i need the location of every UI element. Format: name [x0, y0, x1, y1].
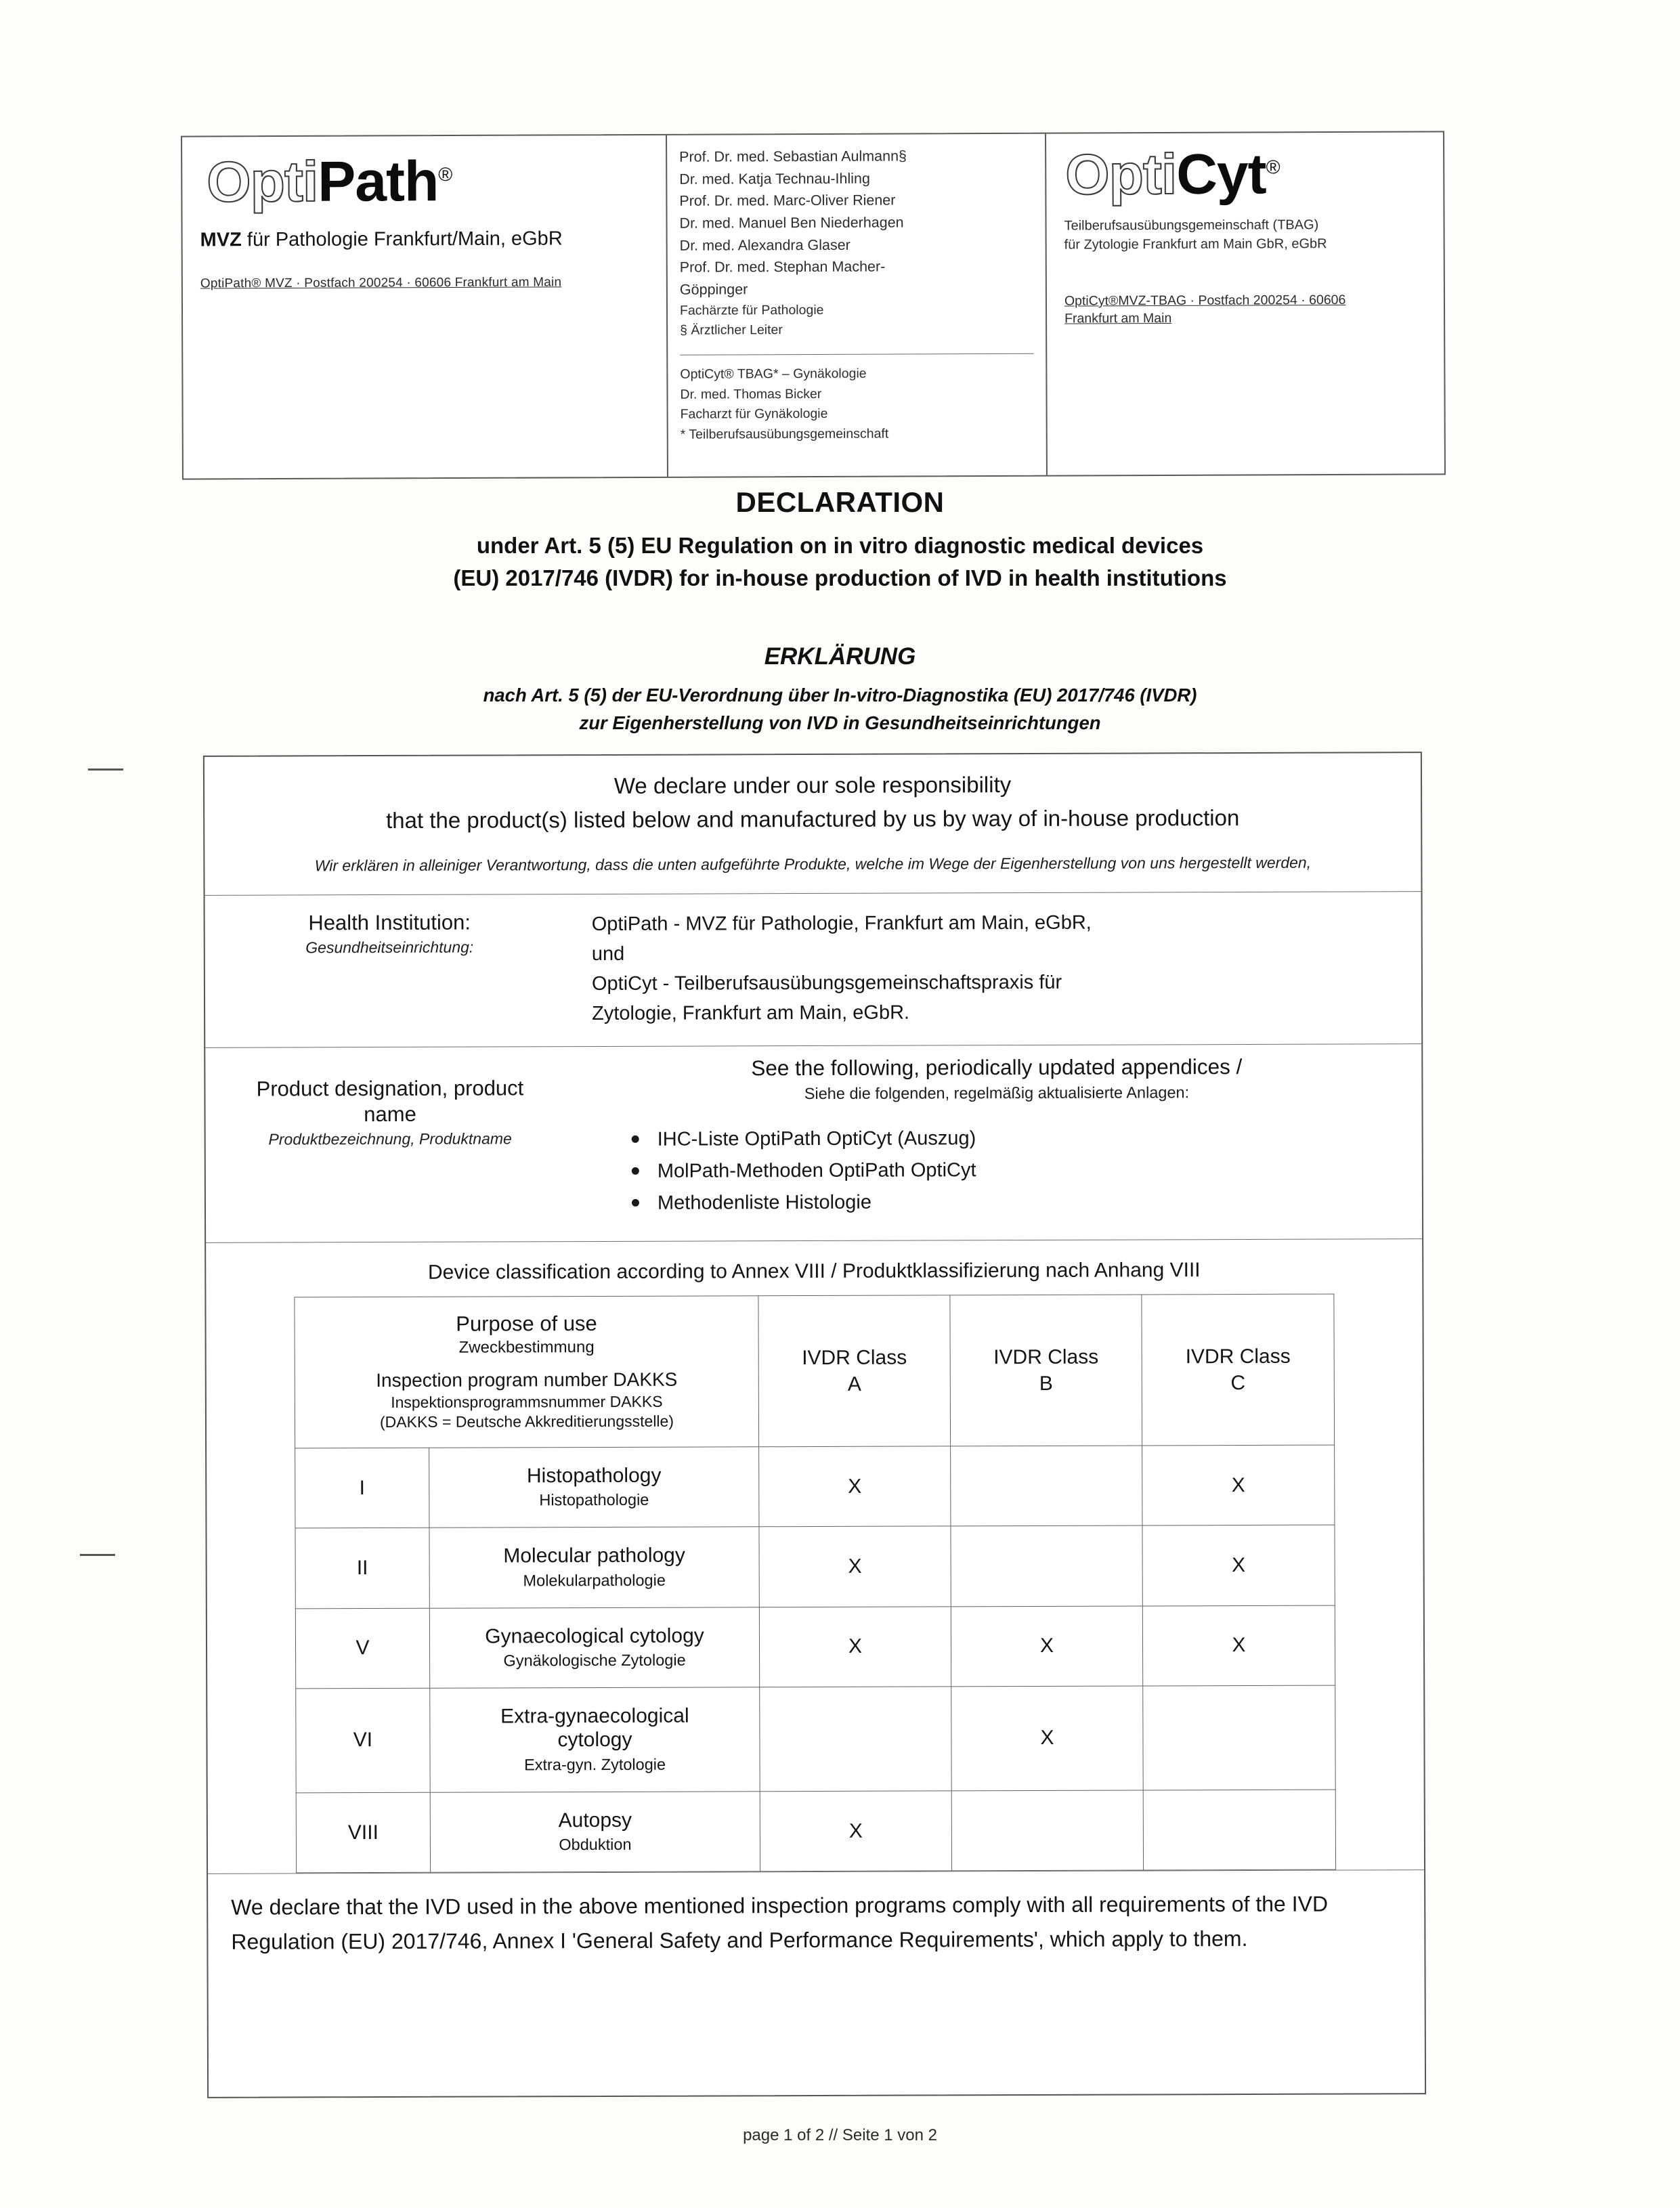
- classification-title: Device classification according to Annex VIII / Produktklassifizierung nach Anhang VIII: [427, 1259, 1201, 1284]
- row-class-c: [1143, 1685, 1335, 1790]
- row-purpose-de: Molekularpathologie: [523, 1571, 666, 1590]
- product-label-de: Produktbezeichnung, Produktname: [268, 1129, 512, 1148]
- table-row: [296, 1685, 1335, 1793]
- column-header-class-a: [758, 1295, 951, 1447]
- title-subtitle-de-line2: zur Eigenherstellung von IVD in Gesundheitseinrichtungen: [579, 712, 1101, 733]
- page-footer: page 1 of 2 // Seite 1 von 2: [743, 2126, 937, 2144]
- row-class-b: [951, 1446, 1142, 1526]
- doctor-name: Prof. Dr. med. Marc-Oliver Riener: [679, 192, 896, 210]
- title-subtitle-en: [0, 529, 1680, 594]
- list-item: IHC-Liste OptiPath OptiCyt (Auszug): [593, 1121, 1402, 1156]
- opticyt-logo-cyt: Cyt: [1176, 142, 1266, 206]
- row-purpose-de: Obduktion: [559, 1836, 632, 1854]
- page-title-german: ERKLÄRUNG: [764, 643, 916, 670]
- tbag-specialty: Facharzt für Gynäkologie: [680, 406, 828, 422]
- medical-director-note: § Ärztlicher Leiter: [680, 322, 783, 339]
- optipath-logo: [207, 149, 651, 214]
- declare-line-2: that the product(s) listed below and manufactured by us by way of in-house production: [386, 805, 1240, 833]
- table-body: [295, 1445, 1336, 1873]
- doctor-name: Dr. med. Katja Technau-Ihling: [679, 170, 870, 188]
- row-number: II: [295, 1528, 429, 1609]
- declare-german: Wir erklären in alleiniger Verantwortung, dass die unten aufgeführte Produkte, welche im Wege der Eigenherstellung von uns hergestellt werden,: [314, 853, 1312, 875]
- opticyt-address-line2: Frankfurt am Main: [1064, 311, 1172, 326]
- opticyt-address-line1: OptiCyt®MVZ-TBAG · Postfach 200254 · 60606: [1064, 292, 1346, 309]
- opticyt-subtitle-line2: für Zytologie Frankfurt am Main GbR, eGbR: [1064, 236, 1327, 253]
- doctor-name: Göppinger: [679, 281, 748, 298]
- letterhead-optipath-column: [182, 135, 668, 479]
- row-class-a: X: [760, 1791, 951, 1871]
- class-a-label: IVDR Class: [802, 1346, 907, 1370]
- class-b-letter: B: [1039, 1372, 1053, 1395]
- letterhead-doctors-column: [667, 134, 1048, 477]
- optipath-subtitle-bold: MVZ: [200, 229, 242, 251]
- row-purpose: [429, 1607, 759, 1688]
- inspection-program-de: Inspektionsprogrammsnummer DAKKS: [391, 1392, 663, 1411]
- declare-line-1: We declare under our sole responsibility: [613, 772, 1012, 798]
- class-c-label: IVDR Class: [1185, 1345, 1291, 1368]
- title-subtitle-de-line1: nach Art. 5 (5) der EU-Verordnung über In-vitro-Diagnostika (EU) 2017/746 (IVDR): [483, 684, 1197, 706]
- row-class-c: X: [1142, 1525, 1335, 1605]
- title-subtitle-de: [0, 681, 1680, 737]
- opticyt-subtitle-line1: Teilberufsausübungsgemeinschaft (TBAG): [1064, 217, 1319, 234]
- row-purpose: [430, 1687, 760, 1792]
- closing-statement: We declare that the IVD used in the above mentioned inspection programs comply with all requirements of the IVD Regulation (EU) 2017/746, Annex I 'General Safety and Performance Requirements', which apply to them.: [231, 1891, 1329, 1954]
- letterhead-opticyt-column: [1046, 132, 1444, 475]
- row-class-a: [760, 1687, 951, 1792]
- optipath-subtitle: [200, 226, 651, 253]
- column-header-class-c: [1142, 1294, 1335, 1446]
- page-title: DECLARATION: [735, 486, 945, 518]
- list-item: Methodenliste Histologie: [593, 1185, 1402, 1219]
- row-class-a: X: [759, 1446, 951, 1527]
- product-label-en-line1: Product designation, product: [256, 1076, 524, 1101]
- row-purpose-en: Gynaecological cytology: [485, 1624, 704, 1648]
- row-number: V: [295, 1608, 429, 1689]
- health-institution-label: [205, 894, 574, 975]
- registered-trademark-icon: ®: [438, 164, 452, 186]
- optipath-address: OptiPath® MVZ · Postfach 200254 · 60606 Frankfurt am Main: [200, 275, 562, 291]
- row-class-b: [951, 1525, 1142, 1606]
- row-number: VI: [296, 1688, 430, 1792]
- declaration-body: [203, 752, 1426, 2098]
- row-purpose-de: Histopathologie: [539, 1491, 649, 1509]
- doctor-list: [679, 145, 1036, 341]
- row-purpose-en: Histopathology: [526, 1464, 662, 1488]
- health-institution-value: [574, 892, 1422, 1046]
- row-purpose-en: Molecular pathology: [503, 1544, 685, 1567]
- tbag-heading: OptiCyt® TBAG* – Gynäkologie: [680, 366, 867, 382]
- row-purpose-en: Extra-gynaecological: [500, 1704, 689, 1728]
- doctor-name: Prof. Dr. med. Stephan Macher-: [679, 258, 886, 276]
- class-c-letter: C: [1230, 1371, 1246, 1395]
- row-class-a: X: [759, 1607, 951, 1687]
- table-header: [295, 1294, 1335, 1448]
- optipath-logo-opti: Opti: [207, 149, 318, 214]
- row-number: VIII: [296, 1792, 430, 1873]
- row-class-b: [951, 1790, 1143, 1871]
- doctor-name: Dr. med. Alexandra Glaser: [679, 236, 850, 254]
- row-class-c: [1143, 1790, 1335, 1870]
- opticyt-address: [1064, 290, 1431, 328]
- title-subtitle-en-line2: (EU) 2017/746 (IVDR) for in-house production of IVD in health institutions: [453, 565, 1227, 590]
- table-row: [295, 1525, 1335, 1608]
- row-purpose-de: Extra-gyn. Zytologie: [524, 1755, 666, 1774]
- inspection-program-en: Inspection program number DAKKS: [376, 1368, 678, 1391]
- sole-responsibility-section: [204, 753, 1421, 895]
- row-number: I: [295, 1448, 429, 1528]
- product-designation-value: [574, 1045, 1422, 1242]
- letterhead-divider: [680, 353, 1033, 355]
- purpose-of-use-en: Purpose of use: [456, 1312, 597, 1336]
- dakks-note: (DAKKS = Deutsche Akkreditierungsstelle): [379, 1412, 674, 1431]
- classification-section: [206, 1238, 1424, 1874]
- title-subtitle-en-line1: under Art. 5 (5) EU Regulation on in vitro diagnostic medical devices: [476, 533, 1204, 558]
- table-row: [295, 1605, 1335, 1689]
- product-designation-label: [205, 1047, 575, 1166]
- row-purpose: [429, 1447, 759, 1528]
- health-institution-label-de: Gesundheitseinrichtung:: [305, 938, 474, 957]
- margin-tick-upper: [88, 769, 123, 771]
- health-institution-section: [205, 891, 1422, 1047]
- row-class-c: X: [1142, 1605, 1335, 1686]
- table-header-row: [295, 1294, 1335, 1448]
- row-class-c: X: [1142, 1445, 1335, 1525]
- doctor-name: Dr. med. Manuel Ben Niederhagen: [679, 214, 904, 232]
- row-purpose-en2: cytology: [557, 1729, 632, 1752]
- appendices-heading-en: See the following, periodically updated appendices /: [751, 1054, 1243, 1081]
- table-row: [296, 1790, 1335, 1873]
- opticyt-logo-opti: Opti: [1065, 142, 1177, 207]
- list-item: MolPath-Methoden OptiPath OptiCyt: [593, 1153, 1402, 1188]
- closing-statement-section: [208, 1869, 1424, 1979]
- doctor-name: Prof. Dr. med. Sebastian Aulmann§: [679, 148, 907, 165]
- purpose-of-use-de: Zweckbestimmung: [458, 1337, 595, 1357]
- classification-table: [294, 1294, 1336, 1874]
- product-designation-section: [205, 1044, 1422, 1242]
- health-institution-line: Zytologie, Frankfurt am Main, eGbR.: [592, 1001, 910, 1025]
- class-b-label: IVDR Class: [993, 1345, 1099, 1369]
- row-purpose: [430, 1792, 760, 1873]
- table-row: [295, 1445, 1335, 1528]
- product-label-en-line2: name: [364, 1102, 416, 1127]
- health-institution-label-en: Health Institution:: [308, 910, 471, 935]
- health-institution-line: OptiCyt - Teilberufsausübungsgemeinschaftspraxis für: [591, 972, 1062, 995]
- tbag-list: [680, 364, 1036, 446]
- appendices-heading-de: Siehe die folgenden, regelmäßig aktualisierte Anlagen:: [804, 1083, 1190, 1103]
- health-institution-line: OptiPath - MVZ für Pathologie, Frankfurt am Main, eGbR,: [591, 911, 1092, 936]
- row-purpose-en: Autopsy: [558, 1809, 632, 1832]
- health-institution-line: und: [591, 943, 625, 966]
- registered-trademark-icon: ®: [1266, 156, 1280, 179]
- column-header-class-b: [950, 1295, 1142, 1446]
- optipath-subtitle-rest: für Pathologie Frankfurt/Main, eGbR: [241, 228, 563, 251]
- tbag-footnote: * Teilberufsausübungsgemeinschaft: [680, 426, 889, 442]
- doctors-specialty: Fachärzte für Pathologie: [679, 302, 824, 318]
- row-purpose-de: Gynäkologische Zytologie: [503, 1651, 686, 1670]
- tbag-doctor: Dr. med. Thomas Bicker: [680, 386, 822, 402]
- opticyt-logo: [1065, 142, 1431, 207]
- row-class-b: X: [951, 1686, 1143, 1791]
- appendices-list: [593, 1121, 1402, 1219]
- optipath-logo-path: Path: [318, 149, 439, 213]
- opticyt-subtitle: [1064, 215, 1431, 254]
- row-purpose: [429, 1527, 759, 1608]
- column-header-purpose: [295, 1296, 759, 1448]
- letterhead: [181, 131, 1446, 479]
- margin-tick-lower: [80, 1554, 115, 1556]
- row-class-b: X: [951, 1606, 1142, 1687]
- class-a-letter: A: [847, 1372, 861, 1395]
- row-class-a: X: [759, 1526, 951, 1607]
- title-block: [0, 486, 1680, 737]
